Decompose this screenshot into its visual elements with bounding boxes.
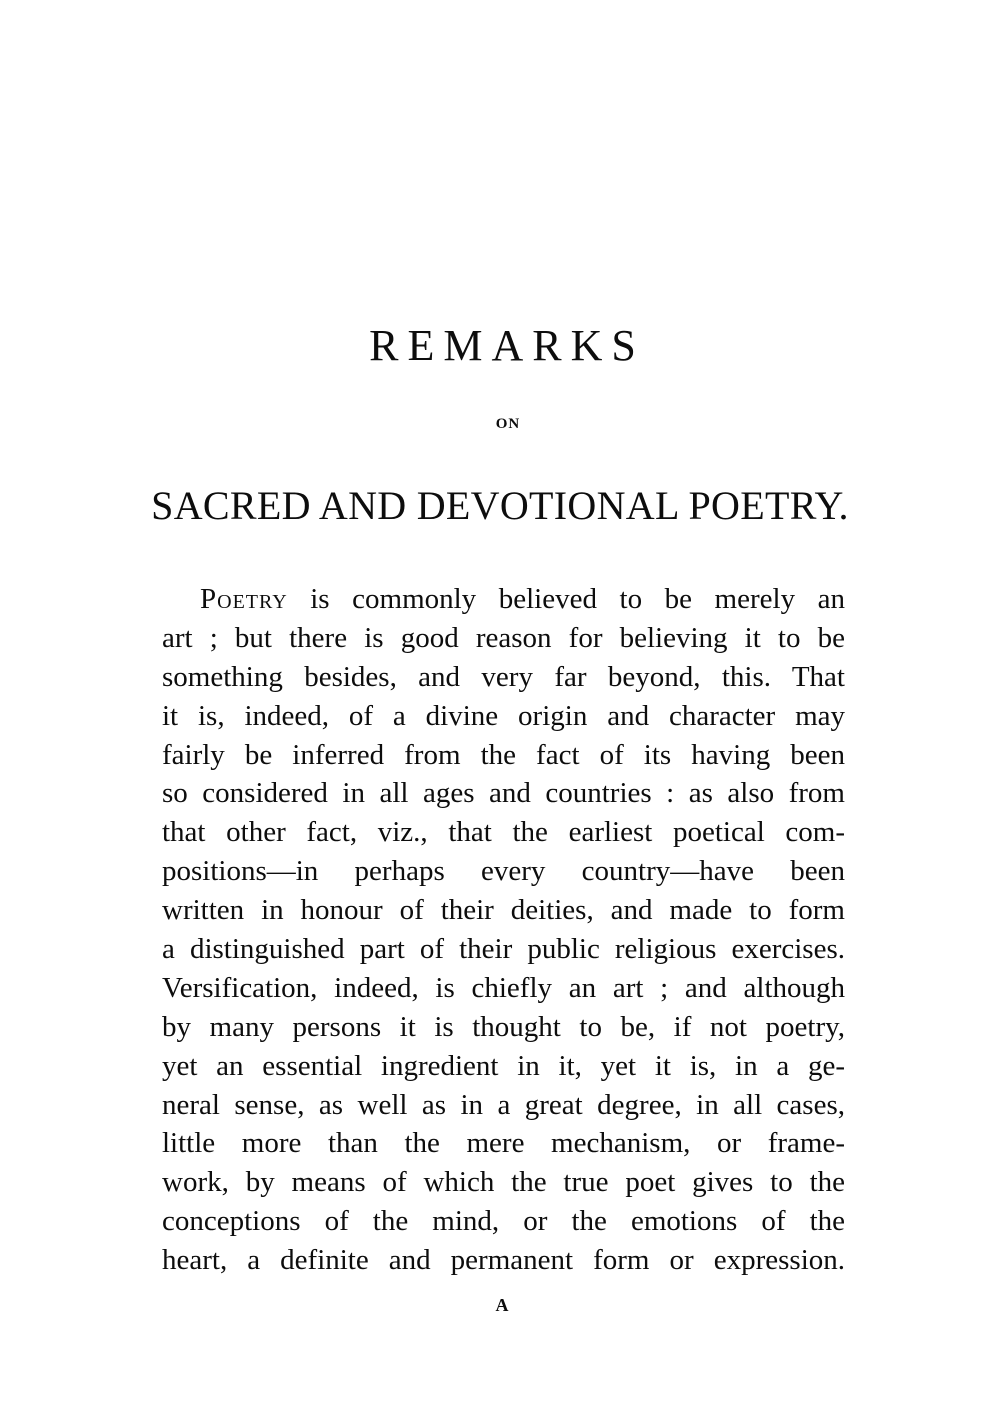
- text-line: conceptions of the mind, or the emotions of the: [162, 1205, 845, 1238]
- body-paragraph: [162, 580, 845, 1280]
- text-line: written in honour of their deities, and made to form: [162, 894, 845, 927]
- text-line: art ; but there is good reason for believing it to be: [162, 621, 845, 654]
- text-line: work, by means of which the true poet gives to the: [162, 1166, 845, 1199]
- text-line: it is, indeed, of a divine origin and character may: [162, 699, 845, 732]
- text-line: something besides, and very far beyond, this. That: [162, 660, 845, 693]
- signature-mark: A: [495, 1295, 509, 1315]
- title-connector: ON: [495, 416, 521, 432]
- text-line: fairly be inferred from the fact of its having been: [162, 738, 845, 771]
- page-subtitle: SACRED AND DEVOTIONAL POETRY.: [151, 483, 849, 528]
- opening-word: Poetry: [200, 583, 288, 615]
- text-line: yet an essential ingredient in it, yet it is, in a ge-: [162, 1049, 845, 1082]
- text-line: positions—in perhaps every country—have been: [162, 855, 845, 888]
- page-title: REMARKS: [369, 321, 645, 370]
- text-line-content: is commonly believed to be merely an: [287, 583, 845, 615]
- text-line: heart, a definite and permanent form or expression.: [162, 1244, 845, 1277]
- text-line: a distinguished part of their public religious exercises.: [162, 933, 845, 966]
- text-line: so considered in all ages and countries : as also from: [162, 777, 845, 810]
- text-line: by many persons it is thought to be, if not poetry,: [162, 1010, 845, 1043]
- text-line: [162, 580, 845, 619]
- text-line: neral sense, as well as in a great degree, in all cases,: [162, 1088, 845, 1121]
- text-line: that other fact, viz., that the earliest poetical com-: [162, 816, 845, 849]
- text-line: Versification, indeed, is chiefly an art ; and although: [162, 971, 845, 1004]
- text-line: little more than the mere mechanism, or frame-: [162, 1127, 845, 1160]
